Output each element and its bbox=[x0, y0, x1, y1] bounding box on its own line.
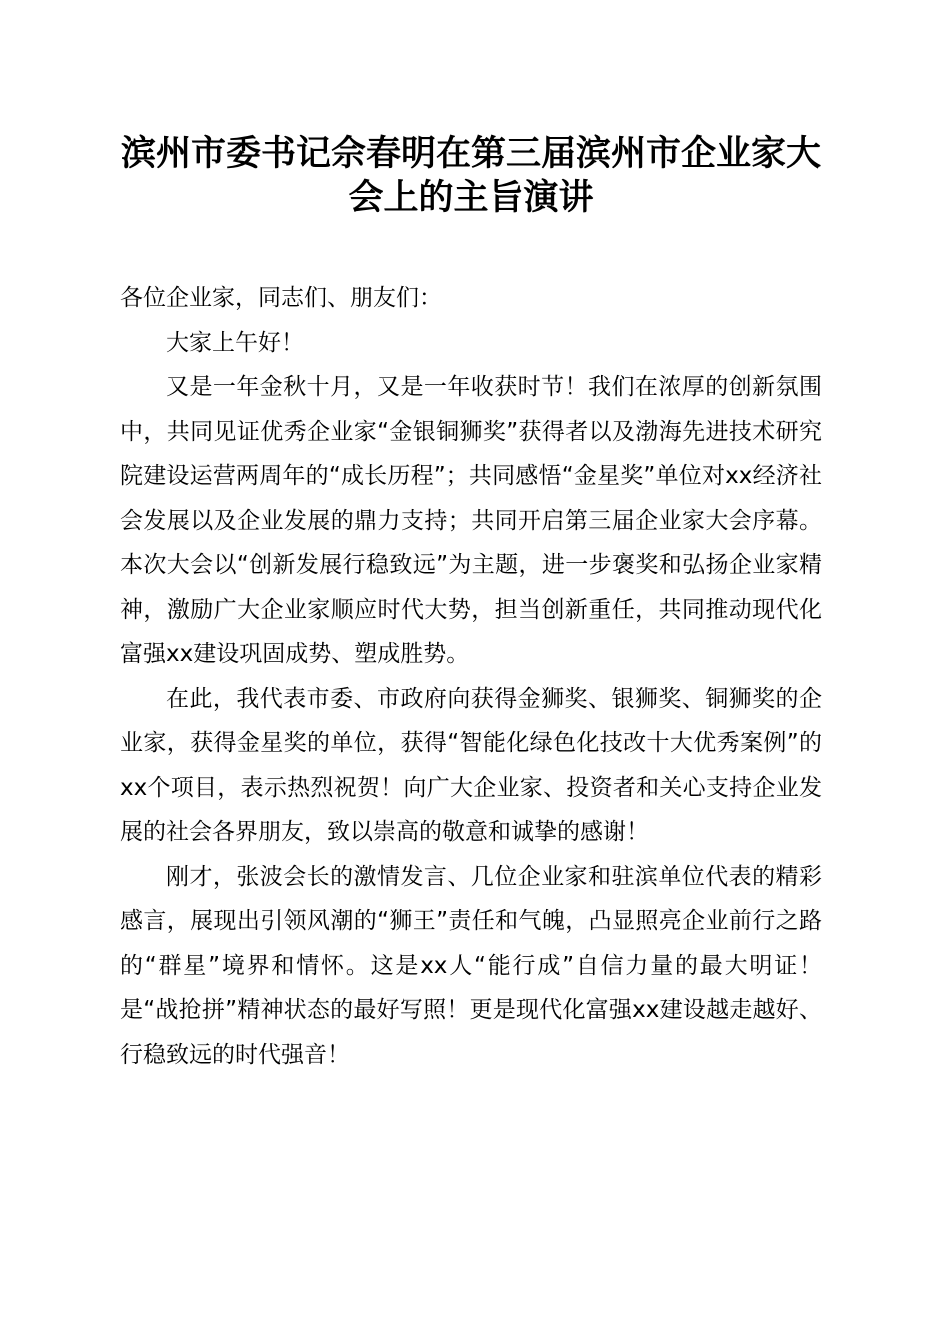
document-body bbox=[120, 276, 822, 1077]
paragraph-remarks: 刚才，张波会长的激情发言、几位企业家和驻滨单位代表的精彩感言，展现出引领风潮的“狮王”责任和气魄，凸显照亮企业前行之路的“群星”境界和情怀。这是xx人“能行成”自信力量的最大明证！是“战抢拼”精神状态的最好写照！更是现代化富强xx建设越走越好、行稳致远的时代强音！ bbox=[120, 863, 822, 1068]
paragraph-opening: 又是一年金秋十月，又是一年收获时节！我们在浓厚的创新氛围中，共同见证优秀企业家“金银铜狮奖”获得者以及渤海先进技术研究院建设运营两周年的“成长历程”；共同感悟“金星奖”单位对xx经济社会发展以及企业发展的鼎力支持；共同开启第三届企业家大会序幕。本次大会以“创新发展行稳致远”为主题，进一步褒奖和弘扬企业家精神，激励广大企业家顺应时代大势，担当创新重任，共同推动现代化富强xx建设巩固成势、塑成胜势。 bbox=[120, 374, 822, 667]
paragraph-greeting: 大家上午好！ bbox=[166, 329, 304, 356]
document-title: 滨州市委书记佘春明在第三届滨州市企业家大会上的主旨演讲 bbox=[120, 133, 821, 218]
document-page bbox=[120, 132, 822, 1077]
paragraph-congratulations: 在此，我代表市委、市政府向获得金狮奖、银狮奖、铜狮奖的企业家，获得金星奖的单位，获得“智能化绿色化技改十大优秀案例”的xx个项目，表示热烈祝贺！向广大企业家、投资者和关心支持企业发展的社会各界朋友，致以崇高的敬意和诚挚的感谢！ bbox=[120, 685, 822, 845]
salutation: 各位企业家，同志们、朋友们： bbox=[120, 285, 442, 311]
